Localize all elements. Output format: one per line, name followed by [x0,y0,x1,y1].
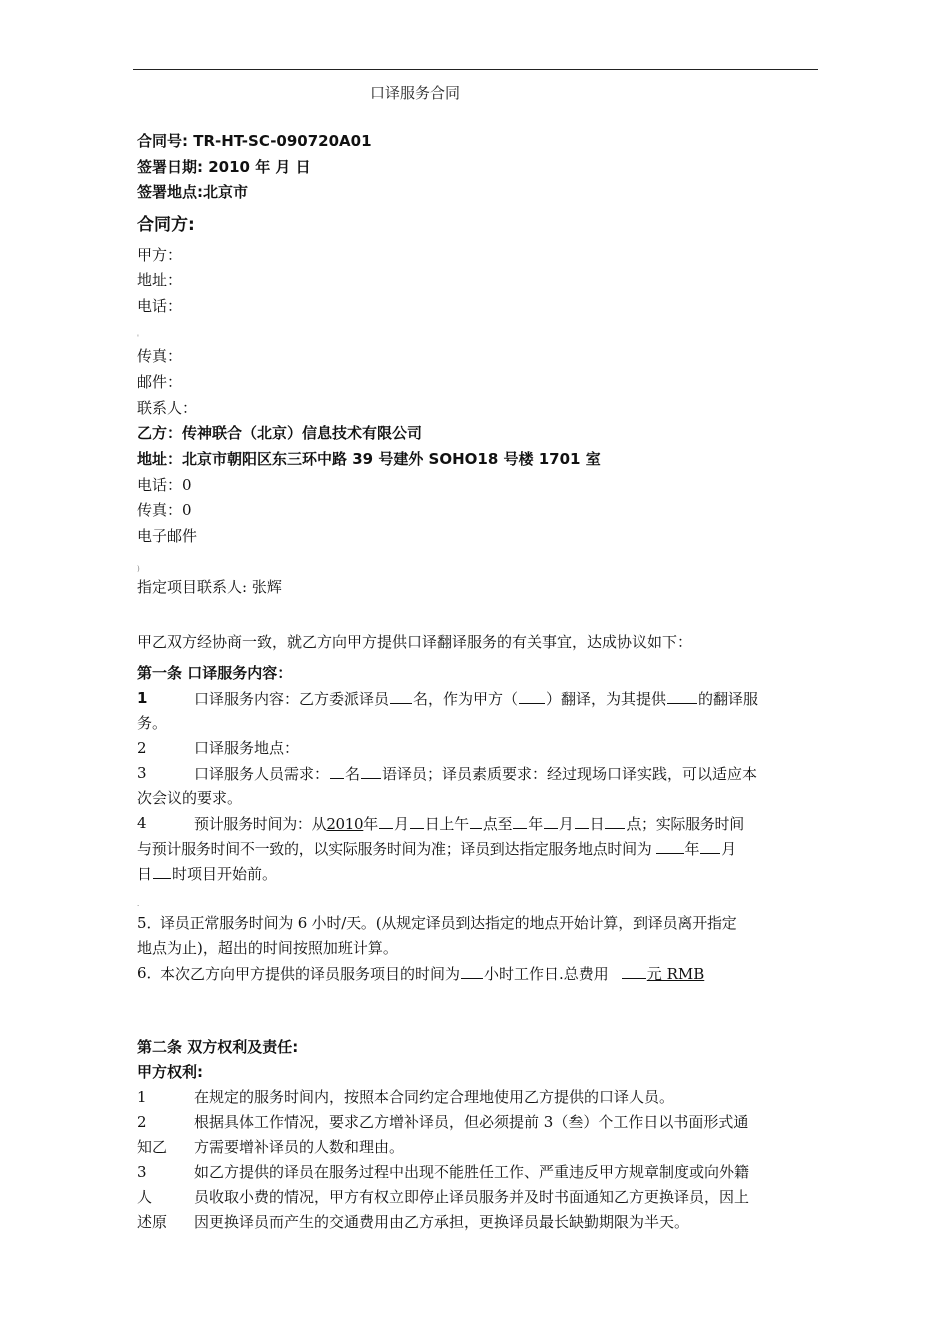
item-text: 月 [558,815,574,833]
fill-blank [379,813,393,829]
party-b-email: 电子邮件 [137,527,198,545]
item-text: 语译员；译员素质要求：经过现场口译实践，可以适应本 [382,765,758,783]
item-text: 口译服务人员需求： [194,765,330,783]
party-b-fax: 传真：0 [137,501,192,519]
fill-blank [513,813,527,829]
year-value: 2010 [326,815,364,833]
item-number: 2 [137,739,147,757]
item-5-line-1: 译员正常服务时间为 6 小时/天。(从规定译员到达指定的地点开始计算，到译员离开指定 [160,914,737,932]
contract-number: 合同号: TR-HT-SC-090720A01 [137,132,372,150]
party-b-name: 乙方：传神联合（北京）信息技术有限公司 [137,424,423,442]
item-text: 名 [345,765,361,783]
fill-blank [390,688,412,704]
item-number: 述原 [137,1213,168,1231]
item-number: 4 [137,814,147,832]
fill-blank [605,813,625,829]
fee-unit: 元 RMB [646,965,705,983]
party-a-name: 甲方： [137,246,183,264]
item-text: 预计服务时间为：从 [194,815,327,833]
item-2-line-1: 口译服务地点： [194,739,300,757]
sign-place: 签署地点:北京市 [137,183,248,201]
item-number: 5． [137,914,162,932]
item-6-line-1 [160,963,704,984]
party-a-fax: 传真： [137,347,183,365]
right-3-line-1: 如乙方提供的译员在服务过程中出现不能胜任工作、严重违反甲方规章制度或向外籍 [194,1163,750,1181]
intro-paragraph: 甲乙双方经协商一致，就乙方向甲方提供口译翻译服务的有关事宜，达成协议如下： [137,633,693,651]
item-number: 知乙 [137,1138,168,1156]
item-text: 日 [589,815,605,833]
parties-heading: 合同方: [137,215,195,235]
item-text: 月 [394,815,409,833]
item-text: 日 [137,865,153,883]
item-text: 时项目开始前。 [172,865,278,883]
right-2-line-1: 根据具体工作情况，要求乙方增补译员，但必须提前 3（叁）个工作日以书面形式通 [194,1113,749,1131]
article2-heading: 第二条 双方权利及责任: [137,1038,299,1056]
item-text: 日上午 [424,815,469,833]
item-3-line-2: 次会议的要求。 [137,789,243,807]
item-1-line-1 [194,688,758,709]
page-break-mark: ) [137,565,140,573]
party-a-address: 地址： [137,271,183,289]
item-text: 小时工作日.总费用 [484,965,609,983]
item-number: 1 [137,1088,147,1106]
item-text: 的翻译服 [698,690,759,708]
item-text: ）翻译，为其提供 [546,690,667,708]
fill-blank [667,688,697,704]
item-5-line-2: 地点为止)，超出的时间按照加班计算。 [137,939,398,957]
party-a-email: 邮件： [137,373,183,391]
item-text: 年 [684,840,700,858]
fill-blank [656,838,684,854]
item-4-line-1 [194,813,744,834]
item-text: 本次乙方向甲方提供的译员服务项目的时间为 [160,965,461,983]
party-a-rights-heading: 甲方权利: [137,1063,203,1081]
party-a-contact: 联系人： [137,399,198,417]
fill-blank [153,863,171,879]
item-3-line-1 [194,763,757,784]
fill-blank [361,763,381,779]
article1-heading: 第一条 口译服务内容： [137,664,293,682]
item-number: 1 [137,689,148,707]
item-number: 6． [137,964,162,982]
item-text: 名，作为甲方（ [413,690,519,708]
fill-blank [470,813,482,829]
page-break-mark: ' [137,334,139,342]
party-b-address: 地址：北京市朝阳区东三环中路 39 号建外 SOHO18 号楼 1701 室 [137,450,601,468]
right-1-line-1: 在规定的服务时间内，按照本合同约定合理地使用乙方提供的口译人员。 [194,1088,675,1106]
party-b-contact: 指定项目联系人: 张辉 [137,578,282,596]
item-text: 口译服务内容：乙方委派译员 [194,690,390,708]
item-text: 月 [721,840,736,858]
header-rule [133,69,818,70]
item-text: 点至 [482,815,513,833]
fill-blank [330,763,344,779]
fill-blank [410,813,424,829]
item-number: 人 [137,1188,153,1206]
item-number: 3 [137,1163,147,1181]
item-4-line-2 [137,838,736,859]
fill-blank [622,963,646,979]
fill-blank [519,688,545,704]
right-2-line-2: 方需要增补译员的人数和理由。 [194,1138,405,1156]
item-text: 与预计服务时间不一致的，以实际服务时间为准；译员到达指定服务地点时间为 [137,840,652,858]
fill-blank [700,838,720,854]
item-1-line-2: 务。 [137,714,168,732]
fill-blank [575,813,589,829]
right-3-line-3: 因更换译员而产生的交通费用由乙方承担，更换译员最长缺勤期限为半天。 [194,1213,690,1231]
item-number: 3 [137,764,147,782]
sign-date: 签署日期: 2010 年 月 日 [137,158,311,176]
fill-blank [544,813,558,829]
page-break-mark: . [137,900,140,908]
item-number: 2 [137,1113,147,1131]
right-3-line-2: 员收取小费的情况，甲方有权立即停止译员服务并及时书面通知乙方更换译员，因上 [194,1188,750,1206]
item-4-line-3 [137,863,277,884]
item-text: 年 [363,815,378,833]
item-text: 年 [528,815,543,833]
item-text: 点；实际服务时间 [626,815,744,833]
party-a-phone: 电话： [137,297,183,315]
document-title: 口译服务合同 [370,84,461,102]
party-b-phone: 电话：0 [137,476,192,494]
fill-blank [461,963,483,979]
